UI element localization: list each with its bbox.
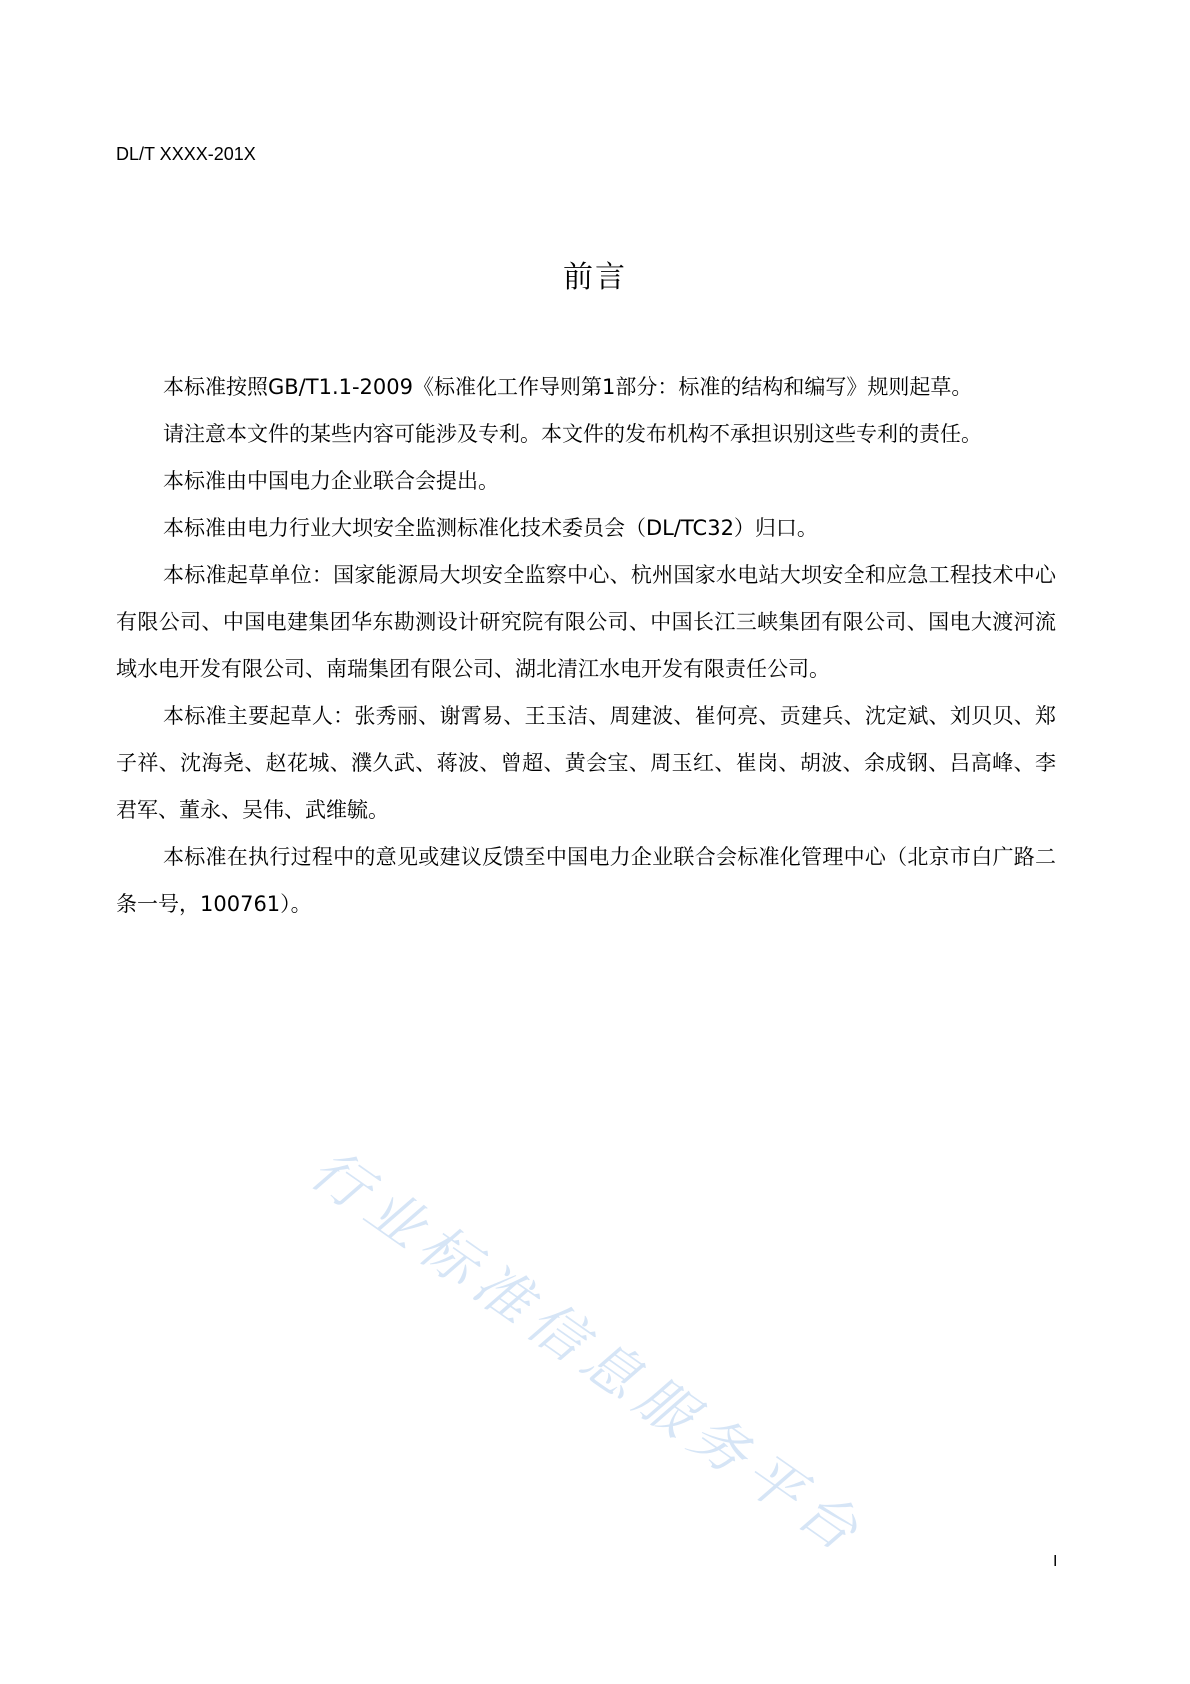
paragraph-drafting-units: 本标准起草单位：国家能源局大坝安全监察中心、杭州国家水电站大坝安全和应急工程技术中心有限公司、中国电建集团华东勘测设计研究院有限公司、中国长江三峡集团有限公司、国电大渡河流域水电开发有限公司、南瑞集团有限公司、湖北清江水电开发有限责任公司。: [116, 563, 1056, 681]
paragraph-drafters: 本标准主要起草人：张秀丽、谢霄易、王玉洁、周建波、崔何亮、贡建兵、沈定斌、刘贝贝、郑子祥、沈海尧、赵花城、濮久武、蒋波、曾超、黄会宝、周玉红、崔岗、胡波、余成钢、吕高峰、李君军、董永、吴伟、武维毓。: [116, 704, 1056, 822]
document-code: DL/T XXXX-201X: [116, 144, 256, 164]
foreword-body: [116, 364, 1056, 928]
paragraph-proposer: 本标准由中国电力企业联合会提出。: [163, 469, 499, 493]
paragraph-feedback: 本标准在执行过程中的意见或建议反馈至中国电力企业联合会标准化管理中心（北京市白广路二条一号，100761）。: [116, 845, 1056, 916]
paragraph-patent-notice: 请注意本文件的某些内容可能涉及专利。本文件的发布机构不承担识别这些专利的责任。: [163, 422, 982, 446]
page-number: I: [1053, 1553, 1058, 1570]
paragraph-administrator: 本标准由电力行业大坝安全监测标准化技术委员会（DL/TC32）归口。: [163, 516, 818, 540]
paragraph-drafting-rules: 本标准按照GB/T1.1-2009《标准化工作导则第1部分：标准的结构和编写》规则起草。: [163, 375, 973, 399]
page-title: 前言: [563, 260, 627, 295]
watermark: 行业标准信息服务平台: [298, 1137, 877, 1569]
